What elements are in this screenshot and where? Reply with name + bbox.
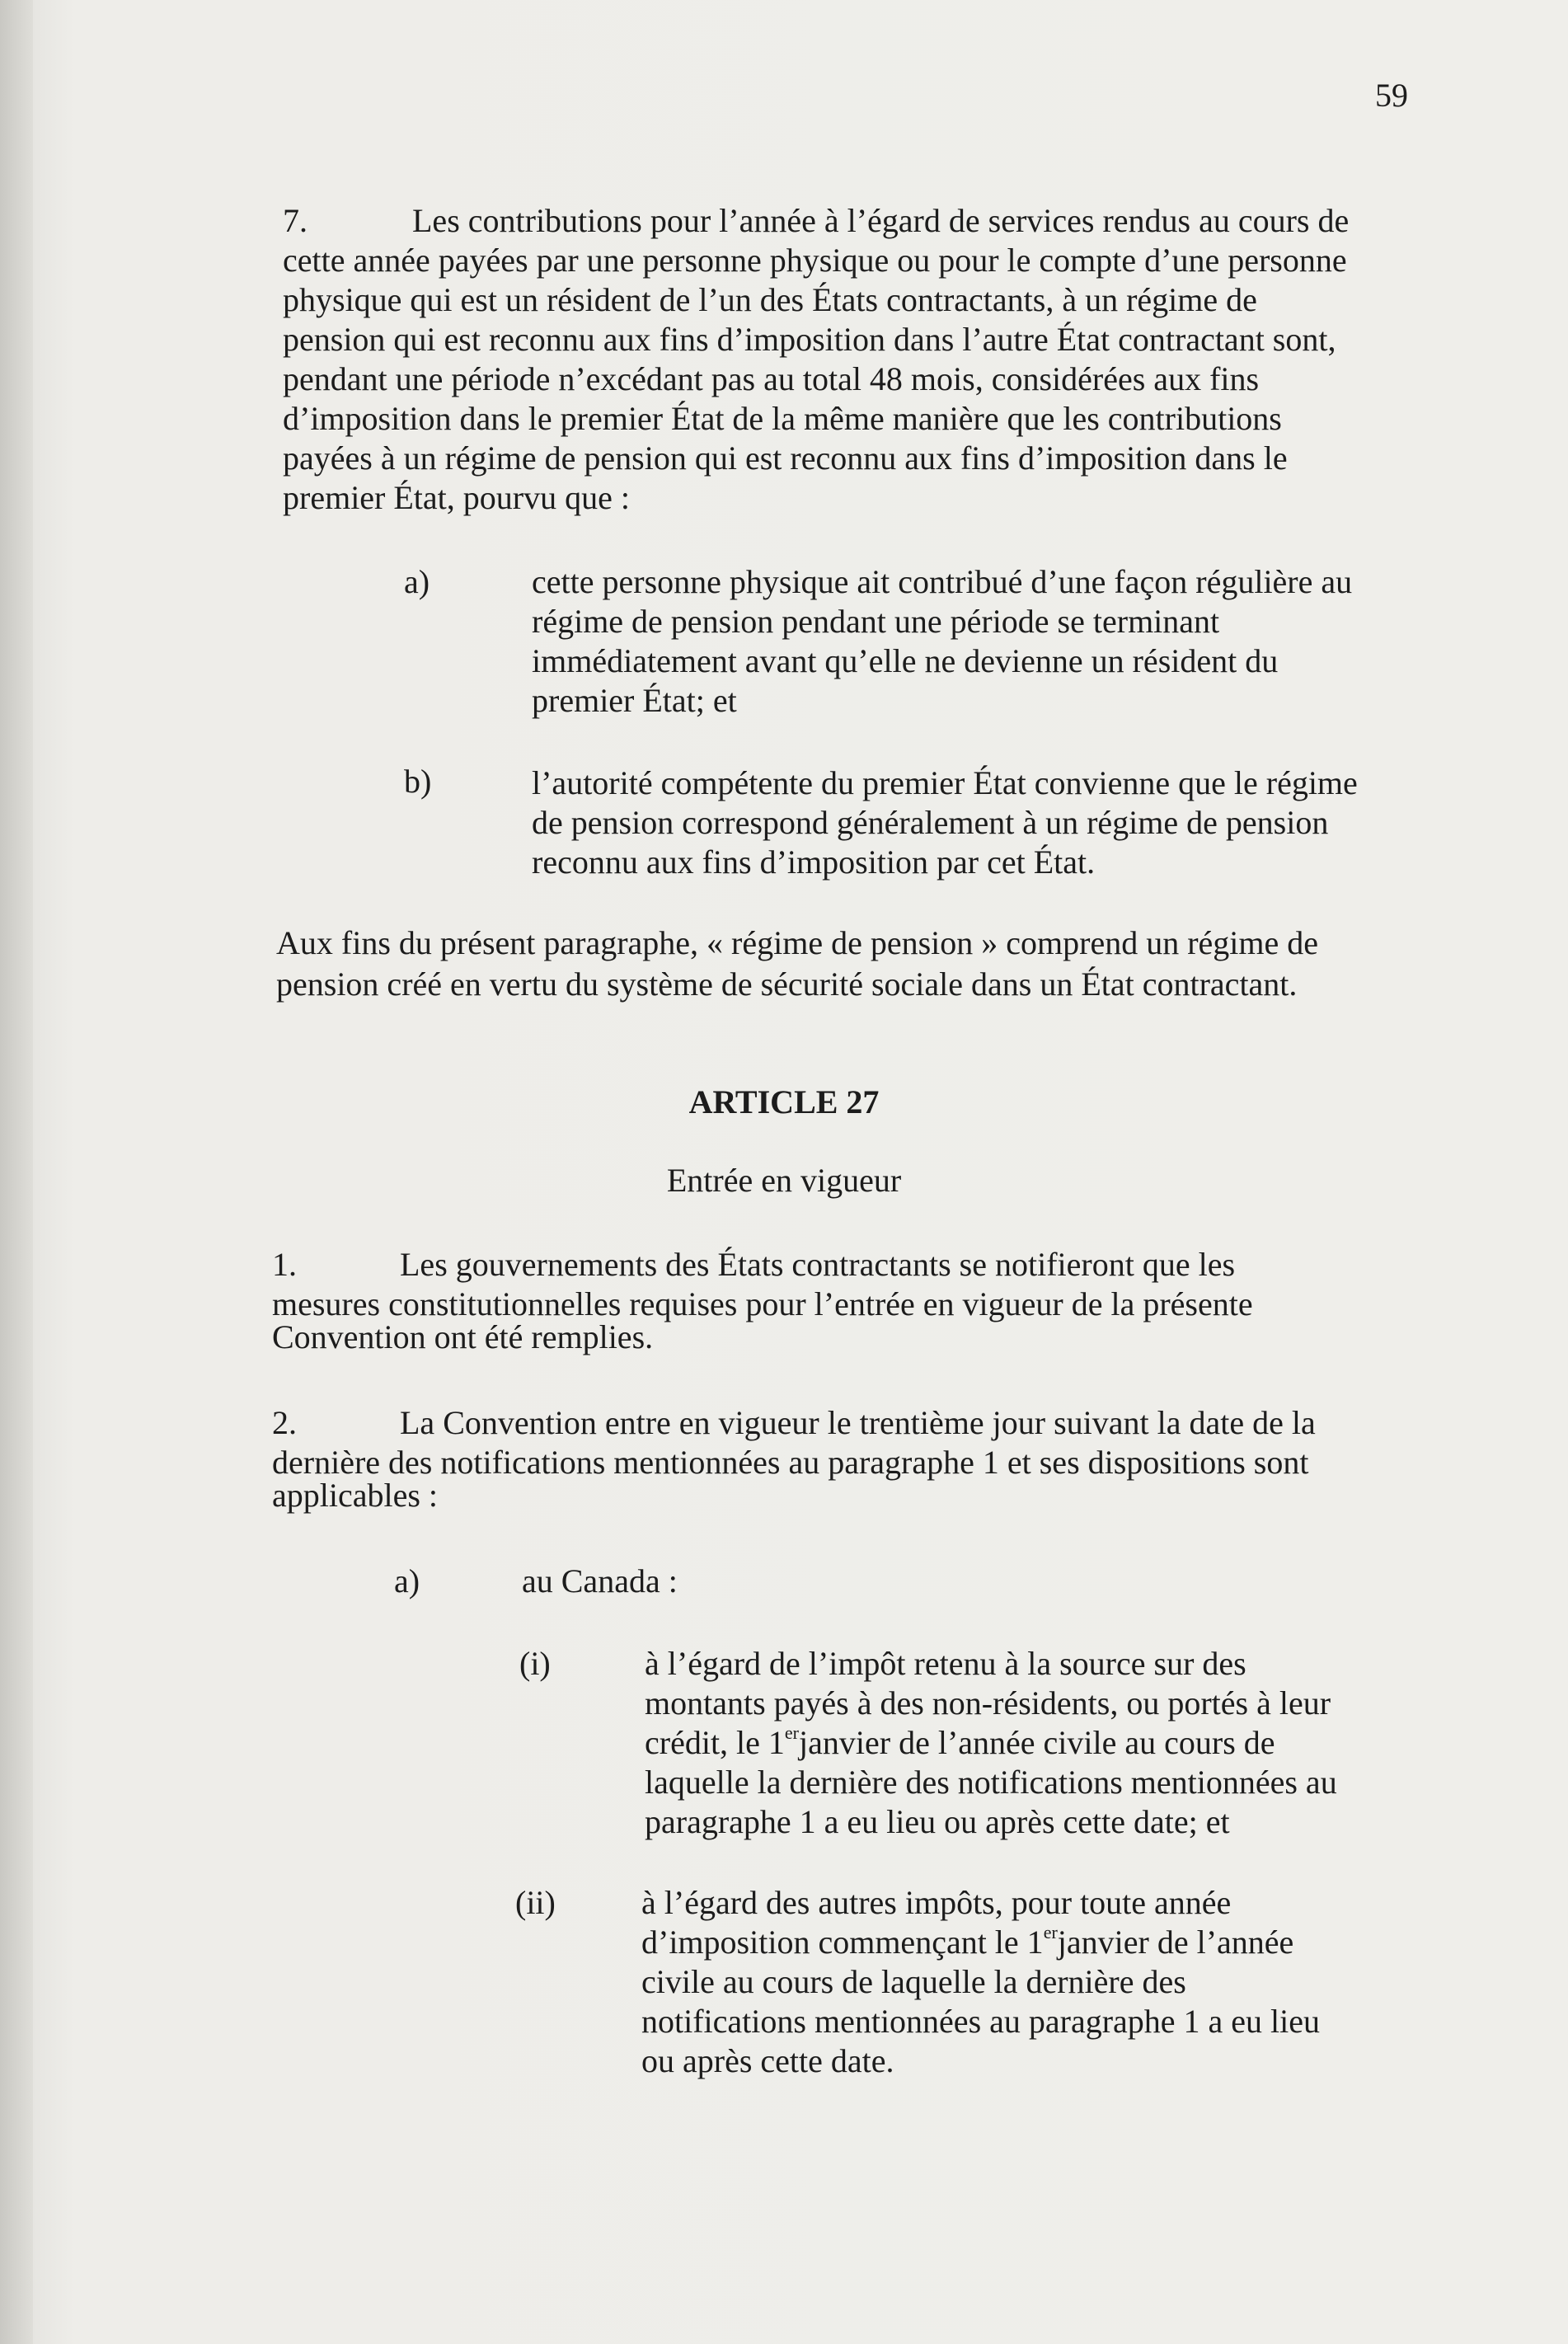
- p2-number: 2.: [272, 1404, 297, 1441]
- p1-line-2: mesures constitutionnelles requises pour l’entrée en vigueur de la présente: [272, 1285, 1253, 1322]
- p1-number: 1.: [272, 1246, 297, 1283]
- p2-subitem-i-line-5: paragraphe 1 a eu lieu ou après cette date; et: [645, 1803, 1230, 1840]
- article-title: ARTICLE 27: [688, 1083, 880, 1120]
- article-subtitle: Entrée en vigueur: [666, 1162, 902, 1199]
- para7-item-a-label: a): [404, 563, 430, 600]
- p1-line-1: Les gouvernements des États contractants se notifieront que les: [400, 1246, 1236, 1283]
- para7-closing-line-1: Aux fins du présent paragraphe, « régime de pension » comprend un régime de: [276, 924, 1319, 961]
- p2-subitem-i-label: (i): [519, 1645, 551, 1682]
- para7-item-b-line-3: reconnu aux fins d’imposition par cet État.: [532, 843, 1096, 881]
- para7-number: 7.: [283, 202, 307, 239]
- para7-line-3: physique qui est un résident de l’un des États contractants, à un régime de: [283, 281, 1257, 318]
- p2-subitem-i-line-2: montants payés à des non-résidents, ou portés à leur: [645, 1684, 1331, 1722]
- p2-subitem-ii-line-2-pre: d’imposition commençant le 1: [641, 1924, 1044, 1961]
- para7-line-5: pendant une période n’excédant pas au total 48 mois, considérées aux fins: [283, 360, 1260, 397]
- para7-item-b-line-2: de pension correspond généralement à un régime de pension: [532, 804, 1329, 841]
- para7-line-7: payées à un régime de pension qui est reconnu aux fins d’imposition dans le: [283, 439, 1288, 477]
- para7-item-a-line-2: régime de pension pendant une période se terminant: [532, 603, 1220, 640]
- para7-line-4: pension qui est reconnu aux fins d’imposition dans l’autre État contractant sont,: [283, 321, 1336, 358]
- p2-subitem-ii-line-1: à l’égard des autres impôts, pour toute année: [641, 1884, 1232, 1921]
- para7-line-8: premier État, pourvu que :: [283, 479, 630, 516]
- p2-item-a-label: a): [394, 1562, 420, 1599]
- p2-subitem-i-line-3-post: janvier de l’année civile au cours de: [799, 1724, 1275, 1761]
- para7-line-6: d’imposition dans le premier État de la même manière que les contributions: [283, 400, 1282, 437]
- para7-item-a-line-3: immédiatement avant qu’elle ne devienne un résident du: [532, 642, 1279, 679]
- p2-subitem-i-line-3-pre: crédit, le 1: [645, 1724, 785, 1761]
- para7-closing-line-2: pension créé en vertu du système de sécurité sociale dans un État contractant.: [276, 965, 1298, 1003]
- para7-item-a-line-1: cette personne physique ait contribué d’une façon régulière au: [532, 563, 1353, 600]
- para7-item-a-line-4: premier État; et: [532, 682, 737, 719]
- p1-line-3: Convention ont été remplies.: [272, 1318, 654, 1355]
- ordinal-superscript: er: [1043, 1922, 1058, 1942]
- p2-subitem-ii-line-4: notifications mentionnées au paragraphe 1 a eu lieu: [641, 2003, 1321, 2040]
- page-number: 59: [1375, 77, 1408, 114]
- p2-line-2: dernière des notifications mentionnées au paragraphe 1 et ses dispositions sont: [272, 1444, 1309, 1481]
- p2-subitem-ii-line-3: civile au cours de laquelle la dernière des: [641, 1963, 1186, 2000]
- p2-subitem-ii-line-2-post: janvier de l’année: [1057, 1924, 1294, 1961]
- ordinal-superscript: er: [784, 1722, 800, 1743]
- para7-item-b-line-1: l’autorité compétente du premier État convienne que le régime: [532, 764, 1358, 801]
- p2-item-a-text: au Canada :: [522, 1562, 678, 1599]
- p2-line-3: applicables :: [272, 1477, 439, 1514]
- p2-subitem-i-line-3: [645, 1723, 1275, 1763]
- p2-subitem-i-line-4: laquelle la dernière des notifications mentionnées au: [645, 1764, 1337, 1801]
- para7-line-1: Les contributions pour l’année à l’égard de services rendus au cours de: [412, 202, 1350, 239]
- p2-line-1: La Convention entre en vigueur le trentième jour suivant la date de la: [400, 1404, 1316, 1441]
- para7-item-b-label: b): [404, 763, 432, 800]
- p2-subitem-i-line-1: à l’égard de l’impôt retenu à la source sur des: [645, 1645, 1246, 1682]
- p2-subitem-ii-line-5: ou après cette date.: [641, 2042, 894, 2079]
- para7-line-2: cette année payées par une personne physique ou pour le compte d’une personne: [283, 242, 1347, 279]
- p2-subitem-ii-line-2: [641, 1923, 1293, 1962]
- p2-subitem-ii-label: (ii): [515, 1884, 556, 1921]
